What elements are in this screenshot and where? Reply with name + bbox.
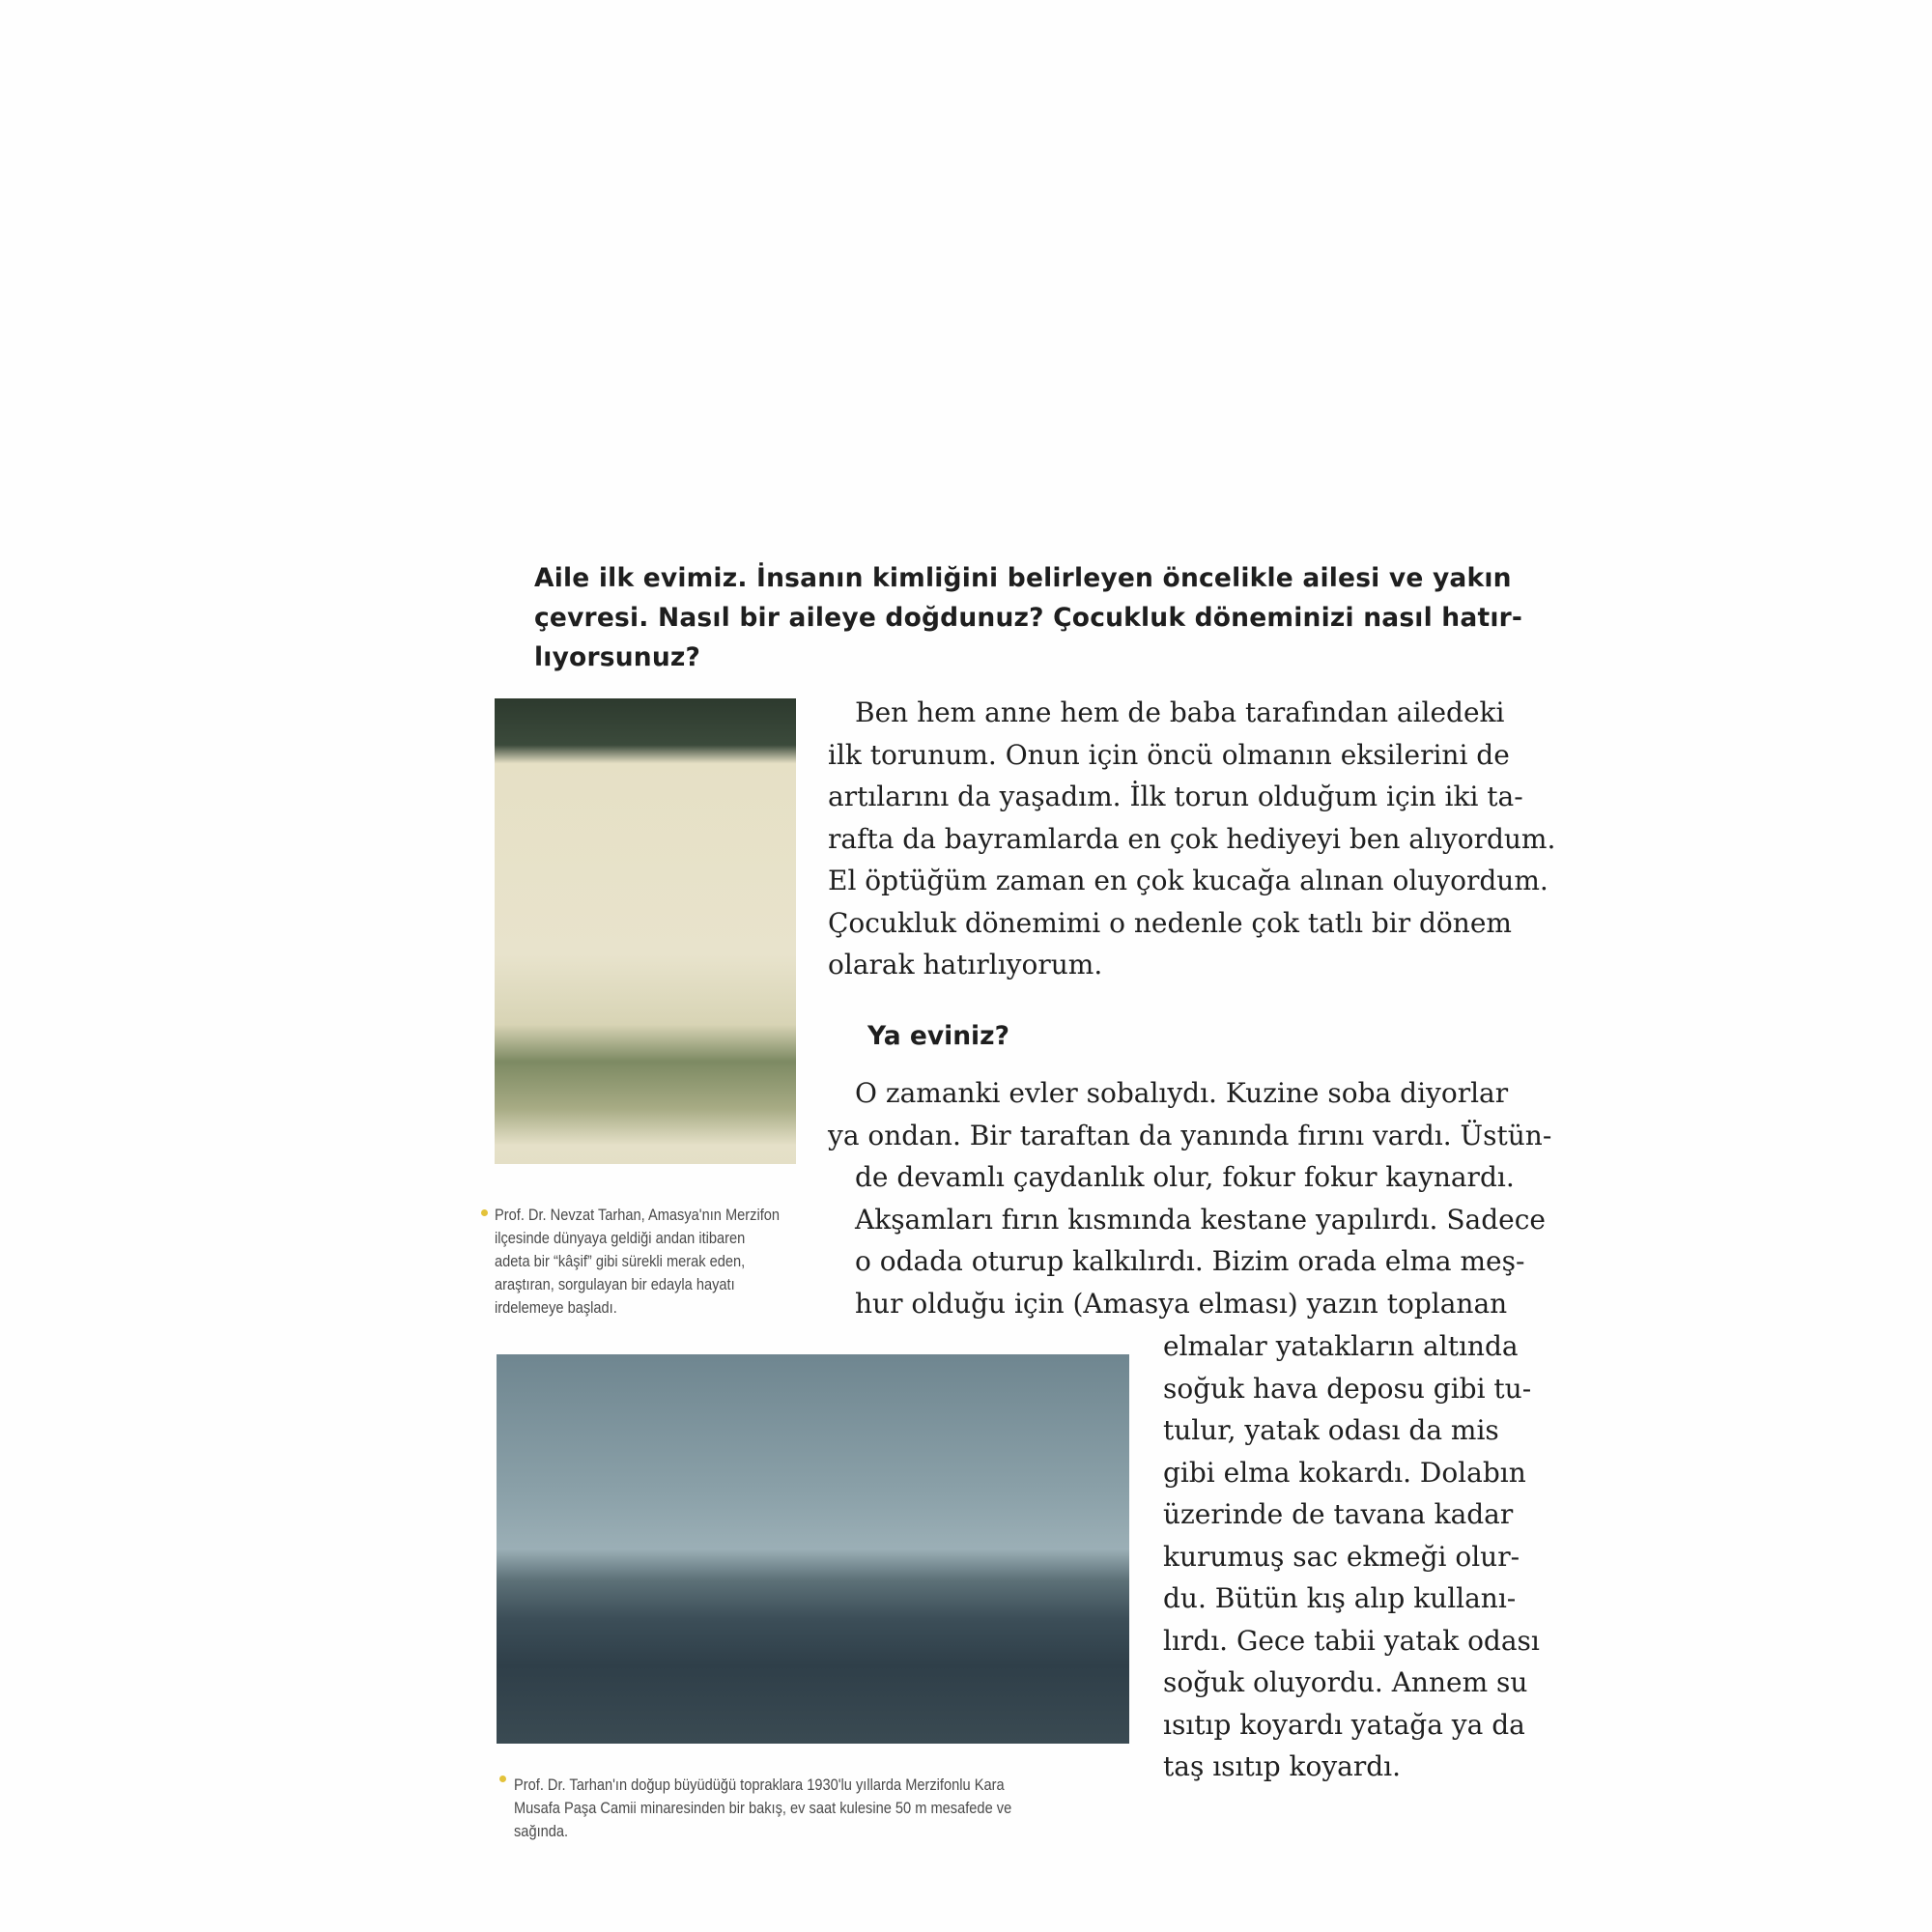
text-line: de devamlı çaydanlık olur, fokur fokur kaynardı. [828,1161,1515,1193]
text-line: du. Bütün kış alıp kullanı- [1163,1582,1517,1614]
paragraph-1 [828,692,1556,986]
question-heading-2: Ya eviniz? [867,1021,1009,1051]
text-line: taş ısıtıp koyardı. [1163,1750,1402,1782]
caption-line: sağında. [514,1822,569,1840]
text-line: lırdı. Gece tabii yatak odası [1163,1624,1540,1657]
text-line: Ben hem anne hem de baba tarafından ailedeki [828,696,1505,728]
text-line: O zamanki evler sobalıydı. Kuzine soba diyorlar [828,1077,1509,1109]
caption-line: Prof. Dr. Tarhan'ın doğup büyüdüğü topraklara 1930'lu yıllarda Merzifonlu Kara [514,1776,1005,1794]
text-line: elmalar yatakların altında [1163,1330,1519,1362]
baby-photo [495,698,796,1164]
question-line: çevresi. Nasıl bir aileye doğdunuz? Çocukluk döneminizi nasıl hatır- [534,603,1523,633]
text-line: tulur, yatak odası da mis [1163,1414,1499,1446]
text-line: gibi elma kokardı. Dolabın [1163,1456,1526,1489]
text-line: ilk torunum. Onun için öncü olmanın eksilerini de [828,738,1510,771]
question-heading-1 [534,558,1523,677]
text-line: ısıtıp koyardı yatağa ya da [1163,1708,1525,1741]
text-line: üzerinde de tavana kadar [1163,1498,1514,1530]
caption-line: irdelemeye başladı. [495,1298,617,1317]
caption-line: Prof. Dr. Nevzat Tarhan, Amasya'nın Merzifon [495,1206,781,1224]
caption-line: Musafa Paşa Camii minaresinden bir bakış, ev saat kulesine 50 m mesafede ve [514,1799,1012,1817]
town-photo [497,1354,1129,1744]
text-line: soğuk hava deposu gibi tu- [1163,1372,1532,1405]
question-line: Aile ilk evimiz. İnsanın kimliğini belirleyen öncelikle ailesi ve yakın [534,563,1512,593]
caption-bullet-icon [499,1776,506,1782]
photo-caption-2 [514,1774,1162,1843]
text-line: artılarını da yaşadım. İlk torun olduğum için iki ta- [828,781,1523,812]
text-line: Çocukluk dönemimi o nedenle çok tatlı bir dönem [828,906,1512,939]
paragraph-2 [828,1072,1552,1324]
text-line: o odada oturup kalkılırdı. Bizim orada elma meş- [828,1245,1525,1277]
question-line: lıyorsunuz? [534,642,701,672]
text-line: hur olduğu için (Amasya elması) yazın toplanan [828,1287,1508,1320]
caption-line: araştıran, sorgulayan bir edayla hayatı [495,1275,735,1293]
caption-bullet-icon [481,1209,488,1216]
text-line: El öptüğüm zaman en çok kucağa alınan oluyordum. [828,865,1548,896]
paragraph-3 [1163,1325,1540,1788]
text-line: Akşamları fırın kısmında kestane yapılırdı. Sadece [828,1203,1546,1236]
text-line: rafta da bayramlarda en çok hediyeyi ben alıyordum. [828,822,1556,855]
text-line: olarak hatırlıyorum. [828,949,1103,980]
photo-caption-1 [495,1204,802,1320]
text-line: kurumuş sac ekmeği olur- [1163,1540,1520,1573]
caption-line: adeta bir “kâşif” gibi sürekli merak eden, [495,1252,746,1270]
text-line: ya ondan. Bir taraftan da yanında fırını vardı. Üstün- [828,1119,1552,1151]
text-line: soğuk oluyordu. Annem su [1163,1666,1528,1698]
caption-line: ilçesinde dünyaya geldiği andan itibaren [495,1229,746,1247]
